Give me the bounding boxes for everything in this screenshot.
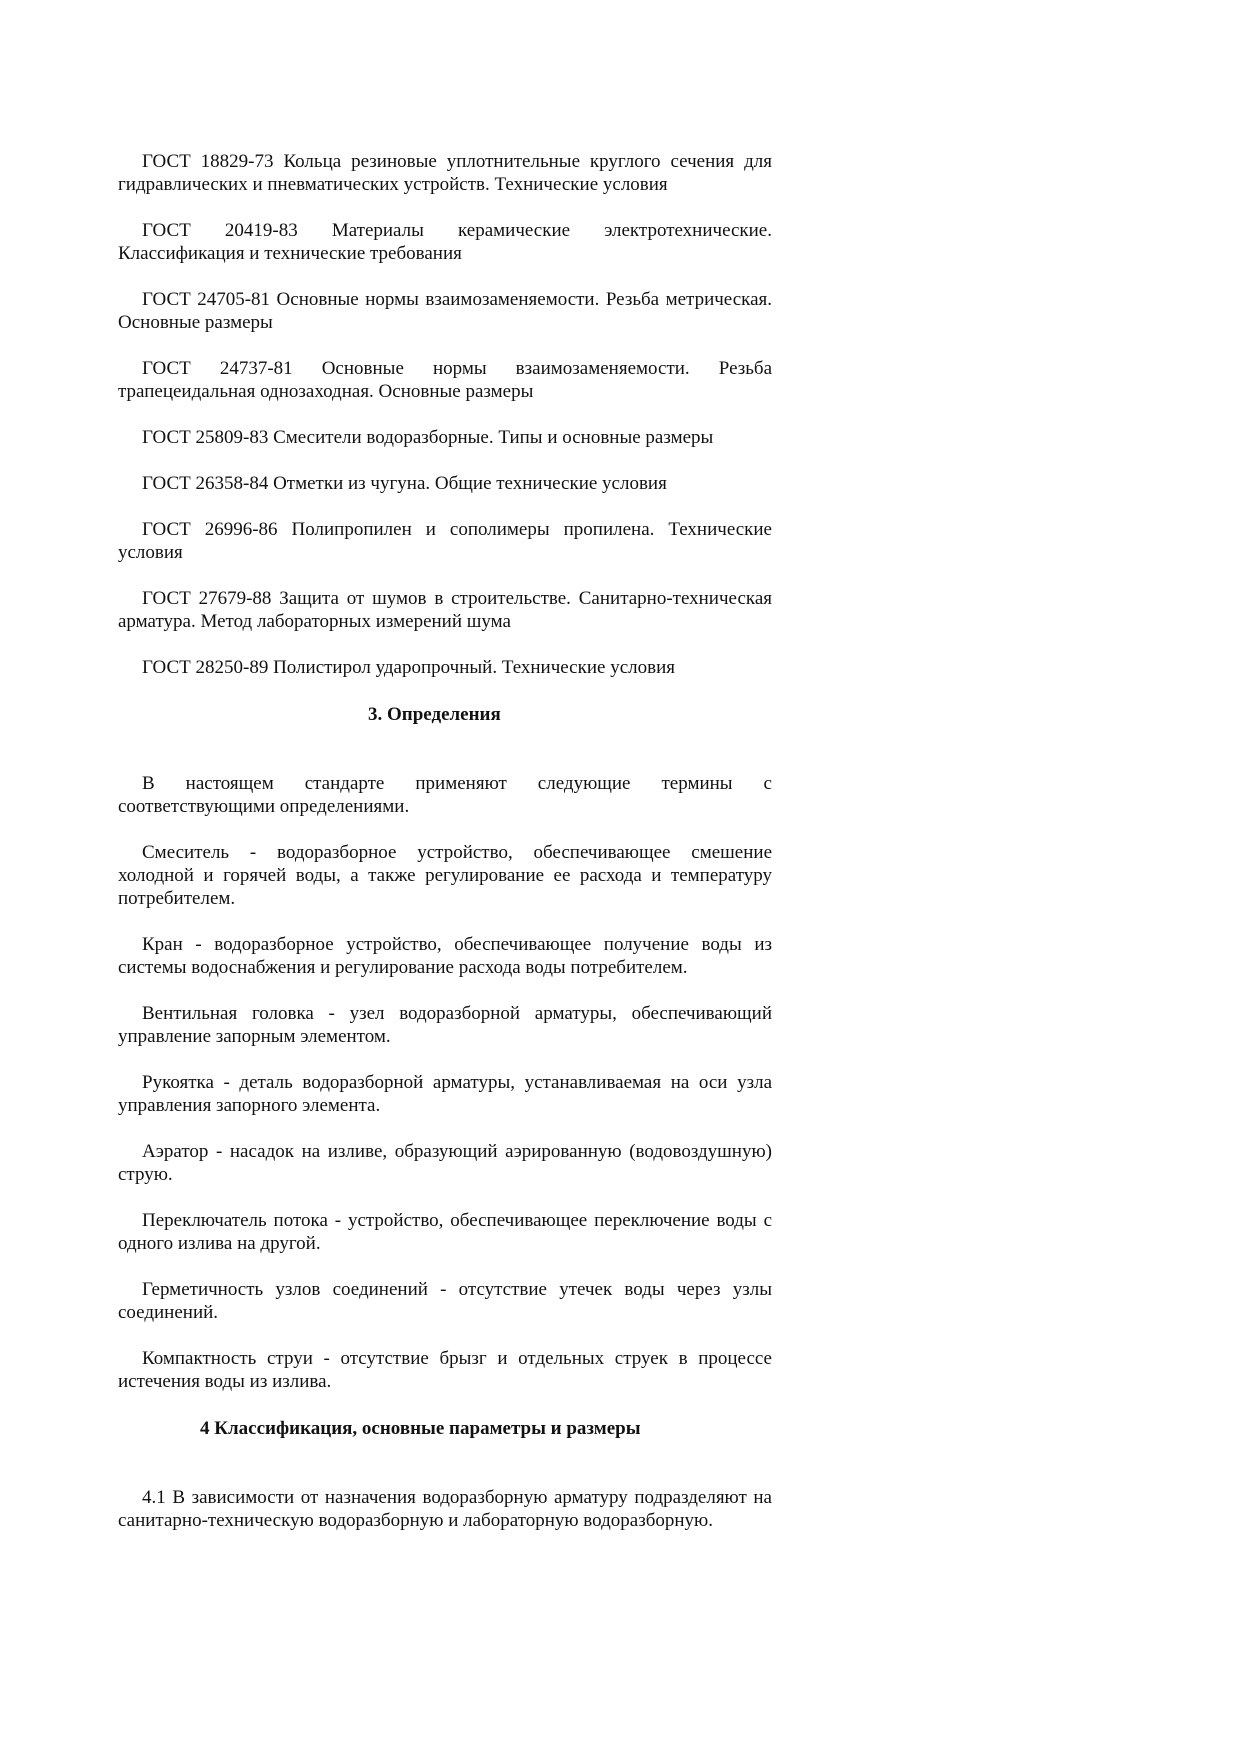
definition-tap: Кран - водоразборное устройство, обеспечивающее получение воды из системы водоснабжения и регулирование расхода воды потребителем. (118, 934, 772, 978)
definition-tightness: Герметичность узлов соединений - отсутствие утечек воды через узлы соединений. (118, 1279, 772, 1323)
definition-flow-switch: Переключатель потока - устройство, обеспечивающее переключение воды с одного излива на другой. (118, 1210, 772, 1254)
definition-mixer: Смеситель - водоразборное устройство, обеспечивающее смешение холодной и горячей воды, а также регулирование ее расхода и температуру потребителем. (118, 842, 772, 909)
section-4-heading: 4 Классификация, основные параметры и размеры (200, 1418, 641, 1439)
reference-gost-20419: ГОСТ 20419-83 Материалы керамические электротехнические. Классификация и технические требования (118, 220, 772, 264)
definition-jet-compactness: Компактность струи - отсутствие брызг и отдельных струек в процессе истечения воды из излива. (118, 1348, 772, 1392)
reference-gost-26996: ГОСТ 26996-86 Полипропилен и сополимеры пропилена. Технические условия (118, 519, 772, 563)
definition-valve-head: Вентильная головка - узел водоразборной арматуры, обеспечивающий управление запорным элементом. (118, 1003, 772, 1047)
definition-aerator: Аэратор - насадок на изливе, образующий аэрированную (водовоздушную) струю. (118, 1141, 772, 1185)
reference-gost-24737: ГОСТ 24737-81 Основные нормы взаимозаменяемости. Резьба трапецеидальная однозаходная. Основные размеры (118, 358, 772, 402)
document-page (118, 150, 772, 1555)
reference-gost-25809: ГОСТ 25809-83 Смесители водоразборные. Типы и основные размеры (142, 427, 714, 448)
reference-gost-24705: ГОСТ 24705-81 Основные нормы взаимозаменяемости. Резьба метрическая. Основные размеры (118, 289, 772, 333)
reference-gost-28250: ГОСТ 28250-89 Полистирол ударопрочный. Технические условия (142, 657, 675, 678)
reference-gost-26358: ГОСТ 26358-84 Отметки из чугуна. Общие технические условия (142, 473, 667, 494)
definition-handle: Рукоятка - деталь водоразборной арматуры, устанавливаемая на оси узла управления запорного элемента. (118, 1072, 772, 1116)
section-3-heading: 3. Определения (368, 704, 501, 725)
clause-4-1: 4.1 В зависимости от назначения водоразборную арматуру подразделяют на санитарно-техническую водоразборную и лабораторную водоразборную. (118, 1487, 772, 1531)
reference-gost-18829: ГОСТ 18829-73 Кольца резиновые уплотнительные круглого сечения для гидравлических и пневматических устройств. Технические условия (118, 151, 772, 195)
definitions-intro: В настоящем стандарте применяют следующие термины с соответствующими определениями. (118, 773, 772, 817)
reference-gost-27679: ГОСТ 27679-88 Защита от шумов в строительстве. Санитарно-техническая арматура. Метод лабораторных измерений шума (118, 588, 772, 632)
